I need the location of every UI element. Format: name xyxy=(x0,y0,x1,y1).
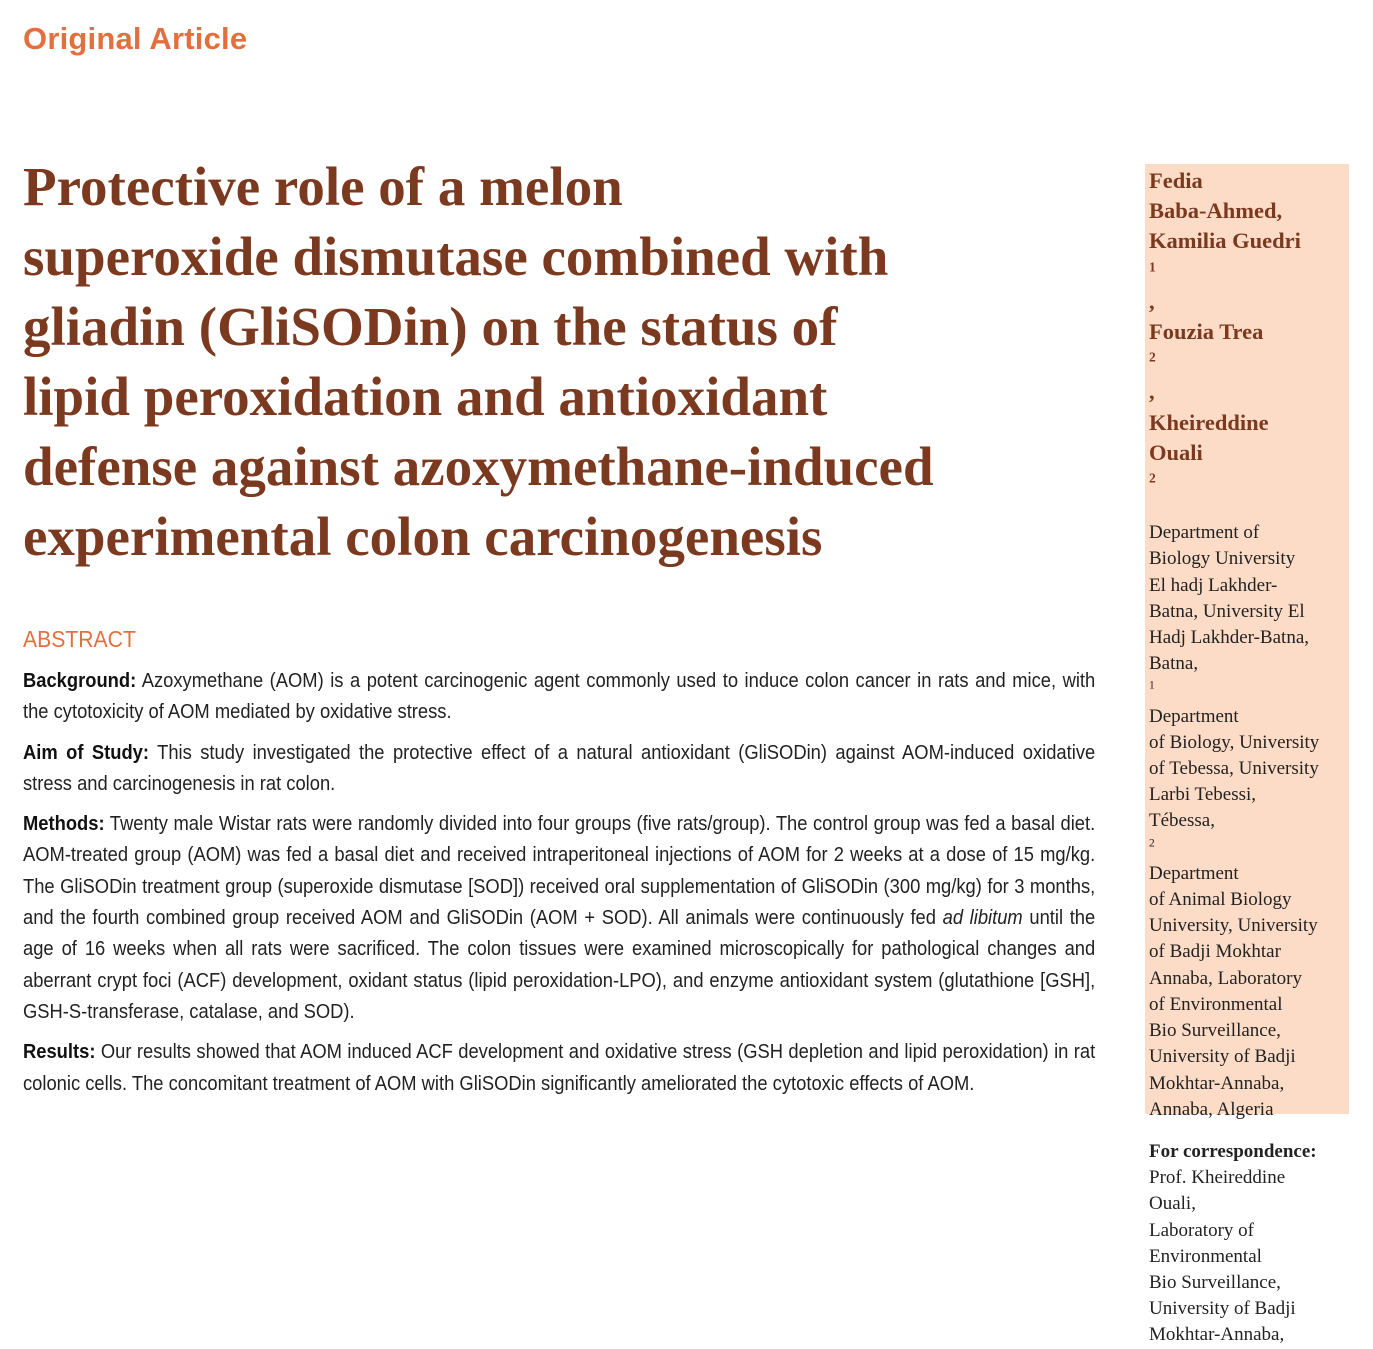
affiliation-line: of Tebessa, University xyxy=(1149,758,1319,780)
author-sidebar xyxy=(1145,164,1349,1346)
affiliation-line: Larbi Tebessi, xyxy=(1149,784,1257,806)
correspondence xyxy=(1149,1139,1343,1349)
affiliation-text: Department xyxy=(1149,705,1239,727)
methods-text: Twenty male Wistar rats were randomly divided into four groups (five rats/group). The control group was fed a basal diet. AOM-treated group (AOM) was fed a basal diet and received intraperitoneal injections of AOM for 2 weeks at a dose of 15 mg/kg. The GliSODin treatment group (superoxide dismutase [SOD]) received oral supplementation of GliSODin (300 mg/kg) for 3 months, and the fourth combined group received AOM and GliSODin (AOM + SOD). All animals were continuously fed xyxy=(23,813,1096,930)
background-label: Background: xyxy=(23,670,137,692)
author-name: Kamilia Guedri xyxy=(1149,228,1301,254)
title-line: Protective role of a melon xyxy=(23,156,623,217)
affiliation-line: of Badji Mokhtar xyxy=(1149,941,1281,963)
affiliation-line xyxy=(1149,808,1343,887)
affiliation-text: Tébessa, xyxy=(1149,810,1215,832)
affiliation-line: Annaba, Algeria xyxy=(1149,1098,1274,1120)
affiliation-line: of Animal Biology xyxy=(1149,889,1292,911)
author-separator: , xyxy=(1149,288,1155,314)
methods-italic-term: ad libitum xyxy=(942,907,1023,930)
correspondence-line: Bio Surveillance, xyxy=(1149,1271,1281,1293)
abstract-aim xyxy=(23,738,1095,801)
author-line: Kheireddine xyxy=(1149,409,1269,435)
title-line: superoxide dismutase combined with xyxy=(23,226,889,287)
correspondence-line: Environmental xyxy=(1149,1245,1262,1267)
abstract-background xyxy=(23,666,1095,729)
affiliation-line: Mokhtar-Annaba, xyxy=(1149,1072,1285,1094)
author-line xyxy=(1149,317,1343,408)
affiliation-line: Batna, University El xyxy=(1149,600,1305,622)
affiliations xyxy=(1149,520,1343,1123)
correspondence-label: For correspondence: xyxy=(1149,1140,1317,1162)
author-line xyxy=(1149,226,1343,317)
background-text: Azoxymethane (AOM) is a potent carcinogenic agent commonly used to induce colon cancer in rats and mice, with the cytotoxicity of AOM mediated by oxidative stress. xyxy=(23,670,1096,724)
author-line: Fedia xyxy=(1149,168,1203,193)
abstract-methods xyxy=(23,809,1095,1028)
title-line: lipid peroxidation and antioxidant xyxy=(23,366,828,427)
correspondence-line: University of Badji xyxy=(1149,1298,1296,1320)
author-name: Ouali xyxy=(1149,439,1203,465)
author-separator: , xyxy=(1149,379,1155,405)
aim-text: This study investigated the protective effect of a natural antioxidant (GliSODin) against AOM-induced oxidative stress and carcinogenesis in rat colon. xyxy=(23,741,1096,795)
affiliation-marker: 1 xyxy=(1149,680,1155,693)
affiliation-line xyxy=(1149,651,1343,730)
affiliation-text: Department xyxy=(1149,862,1239,884)
title-line: defense against azoxymethane-induced xyxy=(23,436,934,497)
article-title xyxy=(23,152,1103,572)
title-line: experimental colon carcinogenesis xyxy=(23,506,823,567)
affiliation-text: Batna, xyxy=(1149,653,1199,675)
affiliation-line: Department of xyxy=(1149,522,1260,544)
affiliation-marker: 2 xyxy=(1149,837,1155,850)
abstract-heading: ABSTRACT xyxy=(23,626,136,652)
title-line: gliadin (GliSODin) on the status of xyxy=(23,296,838,357)
affiliation-line: of Biology, University xyxy=(1149,731,1320,753)
correspondence-line: Mokhtar-Annaba, xyxy=(1149,1324,1285,1346)
affiliation-line: of Environmental xyxy=(1149,993,1283,1015)
aim-label: Aim of Study: xyxy=(23,741,150,764)
author-list xyxy=(1149,166,1343,498)
correspondence-line: Ouali, xyxy=(1149,1193,1196,1215)
affiliation-line: Bio Surveillance, xyxy=(1149,1020,1281,1042)
correspondence-line: Prof. Kheireddine xyxy=(1149,1167,1286,1189)
methods-text-continued: until the age of 16 weeks when all rats were sacrificed. The colon tissues were examined microscopically for pathological changes and aberrant crypt foci (ACF) development, oxidant status (lipid peroxidation-LPO), and enzyme antioxidant system (glutathione [GSH], GSH-S-transferase, catalase, and SOD). xyxy=(23,907,1096,1023)
affiliation-marker: 2 xyxy=(1149,470,1156,486)
affiliation-line: Annaba, Laboratory xyxy=(1149,967,1302,989)
affiliation-line: Hadj Lakhder-Batna, xyxy=(1149,627,1309,649)
article-type-label: Original Article xyxy=(23,21,248,56)
results-text: Our results showed that AOM induced ACF development and oxidative stress (GSH depletion and lipid peroxidation) in rat colonic cells. The concomitant treatment of AOM with GliSODin significantly ameliorated the cytotoxic effects of AOM. xyxy=(23,1041,1096,1095)
author-line xyxy=(1149,438,1343,498)
affiliation-line: University, University xyxy=(1149,915,1318,937)
affiliation-line: Biology University xyxy=(1149,548,1296,570)
affiliation-line: El hadj Lakhder- xyxy=(1149,574,1278,596)
methods-label: Methods: xyxy=(23,813,105,836)
correspondence-line: Laboratory of xyxy=(1149,1219,1254,1241)
affiliation-line: University of Badji xyxy=(1149,1046,1296,1068)
abstract-results xyxy=(23,1037,1095,1100)
affiliation-marker: 2 xyxy=(1149,349,1156,365)
affiliation-marker: 1 xyxy=(1149,259,1156,275)
author-line: Baba-Ahmed, xyxy=(1149,198,1283,224)
results-label: Results: xyxy=(23,1041,96,1064)
author-name: Fouzia Trea xyxy=(1149,319,1264,345)
abstract-body xyxy=(23,666,1095,1109)
